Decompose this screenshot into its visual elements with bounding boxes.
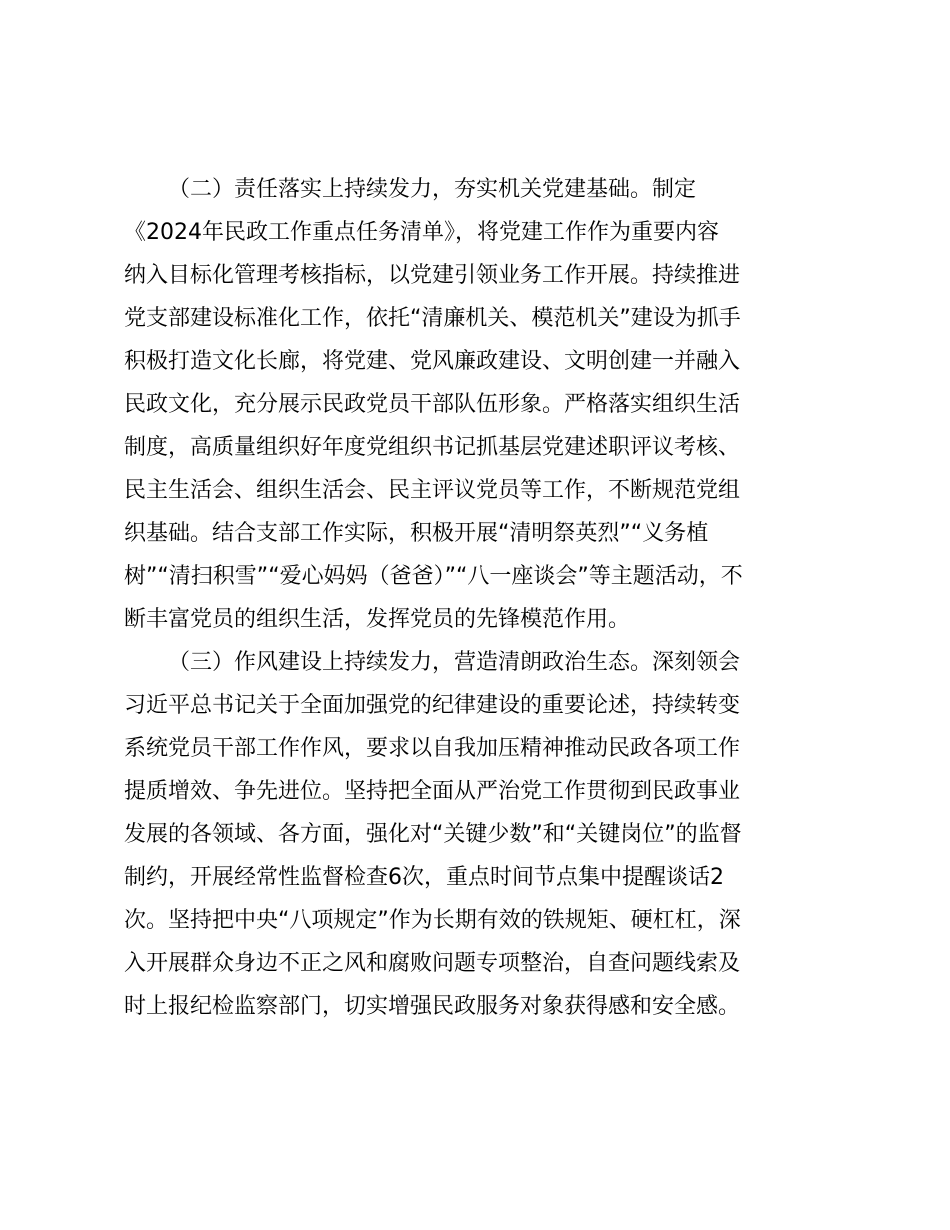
document-body [124, 168, 844, 1028]
text-line: 党支部建设标准化工作，依托“清廉机关、模范机关”建设为抓手 [124, 306, 741, 331]
text-line: （三）作风建设上持续发力，营造清朗政治生态。深刻领会 [168, 650, 741, 675]
text-line: 民政文化，充分展示民政党员干部队伍形象。严格落实组织生活 [124, 392, 741, 417]
text-line: 纳入目标化管理考核指标，以党建引领业务工作开展。持续推进 [124, 263, 741, 288]
text-line: 发展的各领域、各方面，强化对“关键少数”和“关键岗位”的监督 [124, 822, 742, 847]
text-line: 次。坚持把中央“八项规定”作为长期有效的铁规矩、硬杠杠，深 [124, 908, 741, 933]
text-line: 时上报纪检监察部门，切实增强民政服务对象获得感和安全感。 [124, 994, 741, 1019]
text-line: 《2024年民政工作重点任务清单》，将党建工作作为重要内容 [124, 220, 719, 245]
text-line: （二）责任落实上持续发力，夯实机关党建基础。制定 [168, 177, 697, 202]
text-line: 制约，开展经常性监督检查6次，重点时间节点集中提醒谈话2 [124, 865, 724, 890]
text-line: 习近平总书记关于全面加强党的纪律建设的重要论述，持续转变 [124, 693, 741, 718]
text-line: 织基础。结合支部工作实际，积极开展“清明祭英烈”“义务植 [124, 521, 709, 546]
paragraph-section-3 [124, 641, 844, 1028]
text-line: 民主生活会、组织生活会、民主评议党员等工作，不断规范党组 [124, 478, 741, 503]
text-line: 系统党员干部工作作风，要求以自我加压精神推动民政各项工作 [124, 736, 741, 761]
text-line: 断丰富党员的组织生活，发挥党员的先锋模范作用。 [124, 607, 631, 632]
paragraph-section-2 [124, 168, 844, 641]
text-line: 提质增效、争先进位。坚持把全面从严治党工作贯彻到民政事业 [124, 779, 741, 804]
text-line: 制度，高质量组织好年度党组织书记抓基层党建述职评议考核、 [124, 435, 741, 460]
text-line: 积极打造文化长廊，将党建、党风廉政建设、文明创建一并融入 [124, 349, 741, 374]
text-line: 树”“清扫积雪”“爱心妈妈（爸爸）”“八一座谈会”等主题活动，不 [124, 564, 743, 589]
text-line: 入开展群众身边不正之风和腐败问题专项整治，自查问题线索及 [124, 951, 741, 976]
